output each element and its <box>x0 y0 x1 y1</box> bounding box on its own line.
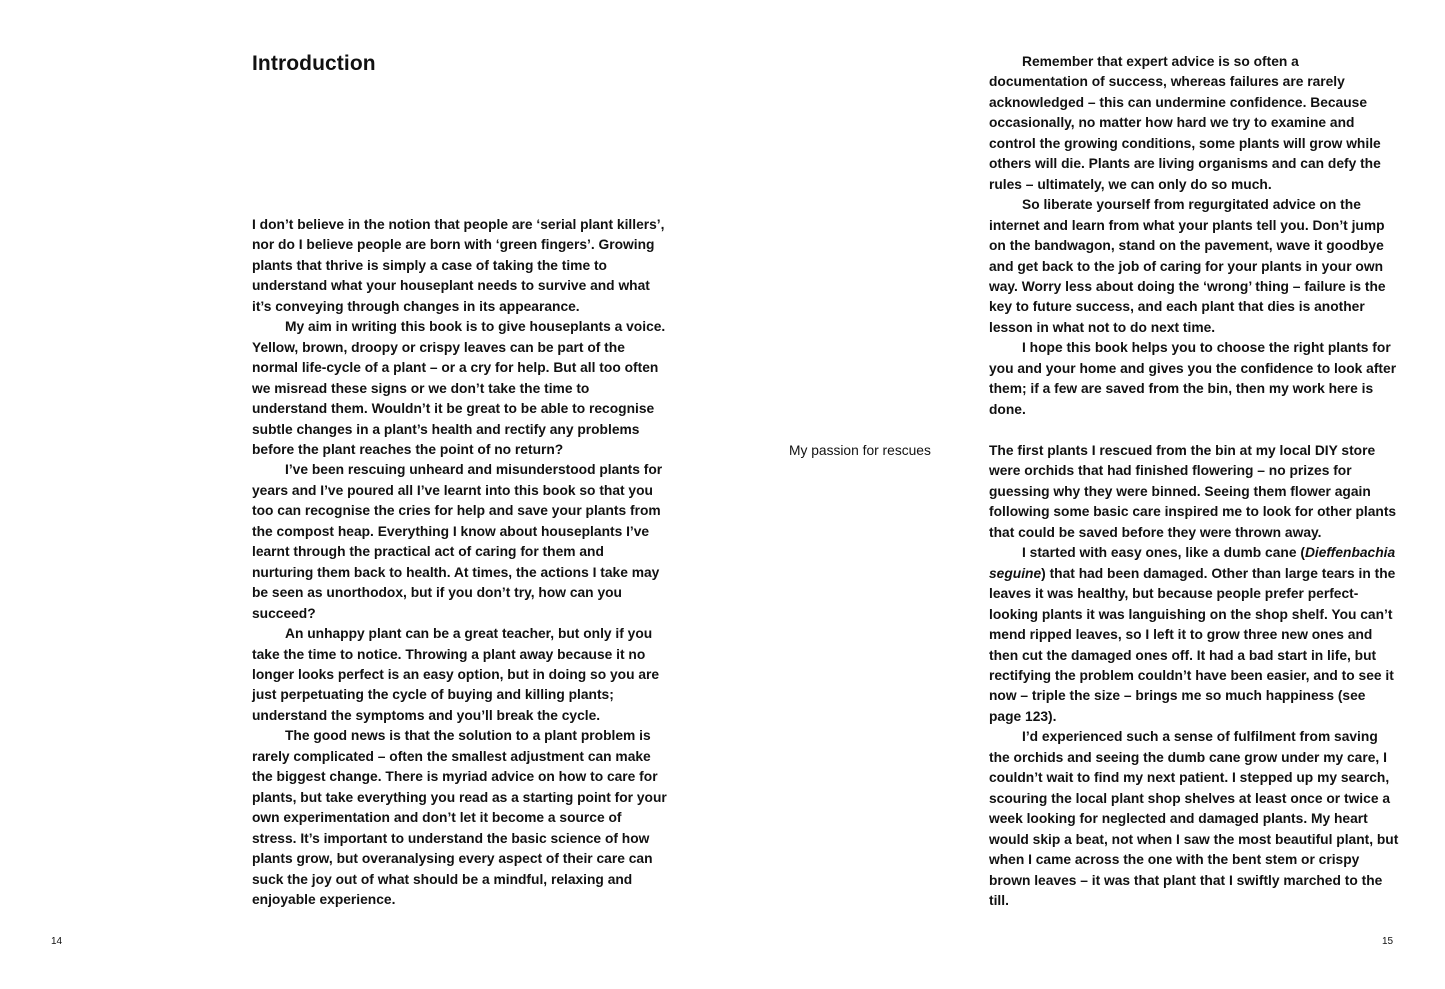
page-title: Introduction <box>252 52 376 75</box>
botanical-name: Dieffenbachia seguine <box>989 545 1396 581</box>
paragraph: Remember that expert advice is so often a documentation of success, whereas failures are rarely acknowledged – this can undermine confidence. Because occasionally, no matter how hard we try to examine and control the growing conditions, some plants will grow while others will die. Plants are living organisms and can defy the rules – ultimately, we can only do so much. <box>989 54 1381 192</box>
text-run: ) that had been damaged. Other than large tears in the leaves it was healthy, but because people prefer perfect-looking plants it was languishing on the shop shelf. You can’t mend ripped leaves, so I left it to grow three new ones and then cut the damaged ones off. It had a bad start in life, but rectifying the problem couldn’t have been easier, and to see it now – triple the size – brings me so much happiness (see page 123). <box>989 565 1396 724</box>
paragraph: So liberate yourself from regurgitated advice on the internet and learn from what your plants tell you. Don’t jump on the bandwagon, stand on the pavement, wave it goodbye and get back to the job of caring for your plants in your own way. Worry less about doing the ‘wrong’ thing – failure is the key to future success, and each plant that dies is another lesson in what not to do next time. <box>989 197 1386 335</box>
page-number-left: 14 <box>51 936 63 947</box>
right-body-text-section <box>989 441 1399 911</box>
paragraph: The good news is that the solution to a plant problem is rarely complicated – often the smallest adjustment can make the biggest change. There is myriad advice on how to care for plants, but take everything you read as a starting point for your own experimentation and don’t let it become a source of stress. It’s important to understand the basic science of how plants grow, but overanalysing every aspect of their care can suck the joy out of what should be a mindful, relaxing and enjoyable experience. <box>252 728 667 907</box>
paragraph: I’ve been rescuing unheard and misunderstood plants for years and I’ve poured all I’ve learnt into this book so that you too can recognise the cries for help and save your plants from the compost heap. Everything I know about houseplants I’ve learnt through the practical act of caring for them and nurturing them back to health. At times, the actions I take may be seen as unorthodox, but if you don’t try, how can you succeed? <box>252 462 663 621</box>
page-number-right: 15 <box>1382 936 1394 947</box>
paragraph: The first plants I rescued from the bin at my local DIY store were orchids that had finished flowering – no prizes for guessing why they were binned. Seeing them flower again following some basic care inspired me to look for other plants that could be saved before they were thrown away. <box>989 443 1397 540</box>
right-body-text-top <box>989 52 1399 420</box>
text-run: I started with easy ones, like a dumb cane ( <box>1022 545 1305 561</box>
paragraph: I don’t believe in the notion that people are ‘serial plant killers’, nor do I believe people are born with ‘green fingers’. Growing plants that thrive is simply a case of taking the time to understand what your houseplant needs to survive and what it’s conveying through changes in its appearance. <box>252 217 665 314</box>
left-body-text <box>252 215 668 910</box>
paragraph: I hope this book helps you to choose the right plants for you and your home and gives you the confidence to look after them; if a few are saved from the bin, then my work here is done. <box>989 340 1397 417</box>
paragraph <box>989 543 1399 727</box>
paragraph: An unhappy plant can be a great teacher, but only if you take the time to notice. Throwing a plant away because it no longer looks perfect is an easy option, but in doing so you are just perpetuating the cycle of buying and killing plants; understand the symptoms and you’ll break the cycle. <box>252 626 660 723</box>
paragraph: I’d experienced such a sense of fulfilment from saving the orchids and seeing the dumb cane grow under my care, I couldn’t wait to find my next patient. I stepped up my search, scouring the local plant shop shelves at least once or twice a week looking for neglected and damaged plants. My heart would skip a beat, not when I saw the most beautiful plant, but when I came across the one with the bent stem or crispy brown leaves – it was that plant that I swiftly marched to the till. <box>989 729 1399 908</box>
paragraph: My aim in writing this book is to give houseplants a voice. Yellow, brown, droopy or crispy leaves can be part of the normal life-cycle of a plant – or a cry for help. But all too often we misread these signs or we don’t take the time to understand them. Wouldn’t it be great to be able to recognise subtle changes in a plant’s health and rectify any problems before the plant reaches the point of no return? <box>252 319 666 457</box>
section-heading: My passion for rescues <box>789 443 931 458</box>
